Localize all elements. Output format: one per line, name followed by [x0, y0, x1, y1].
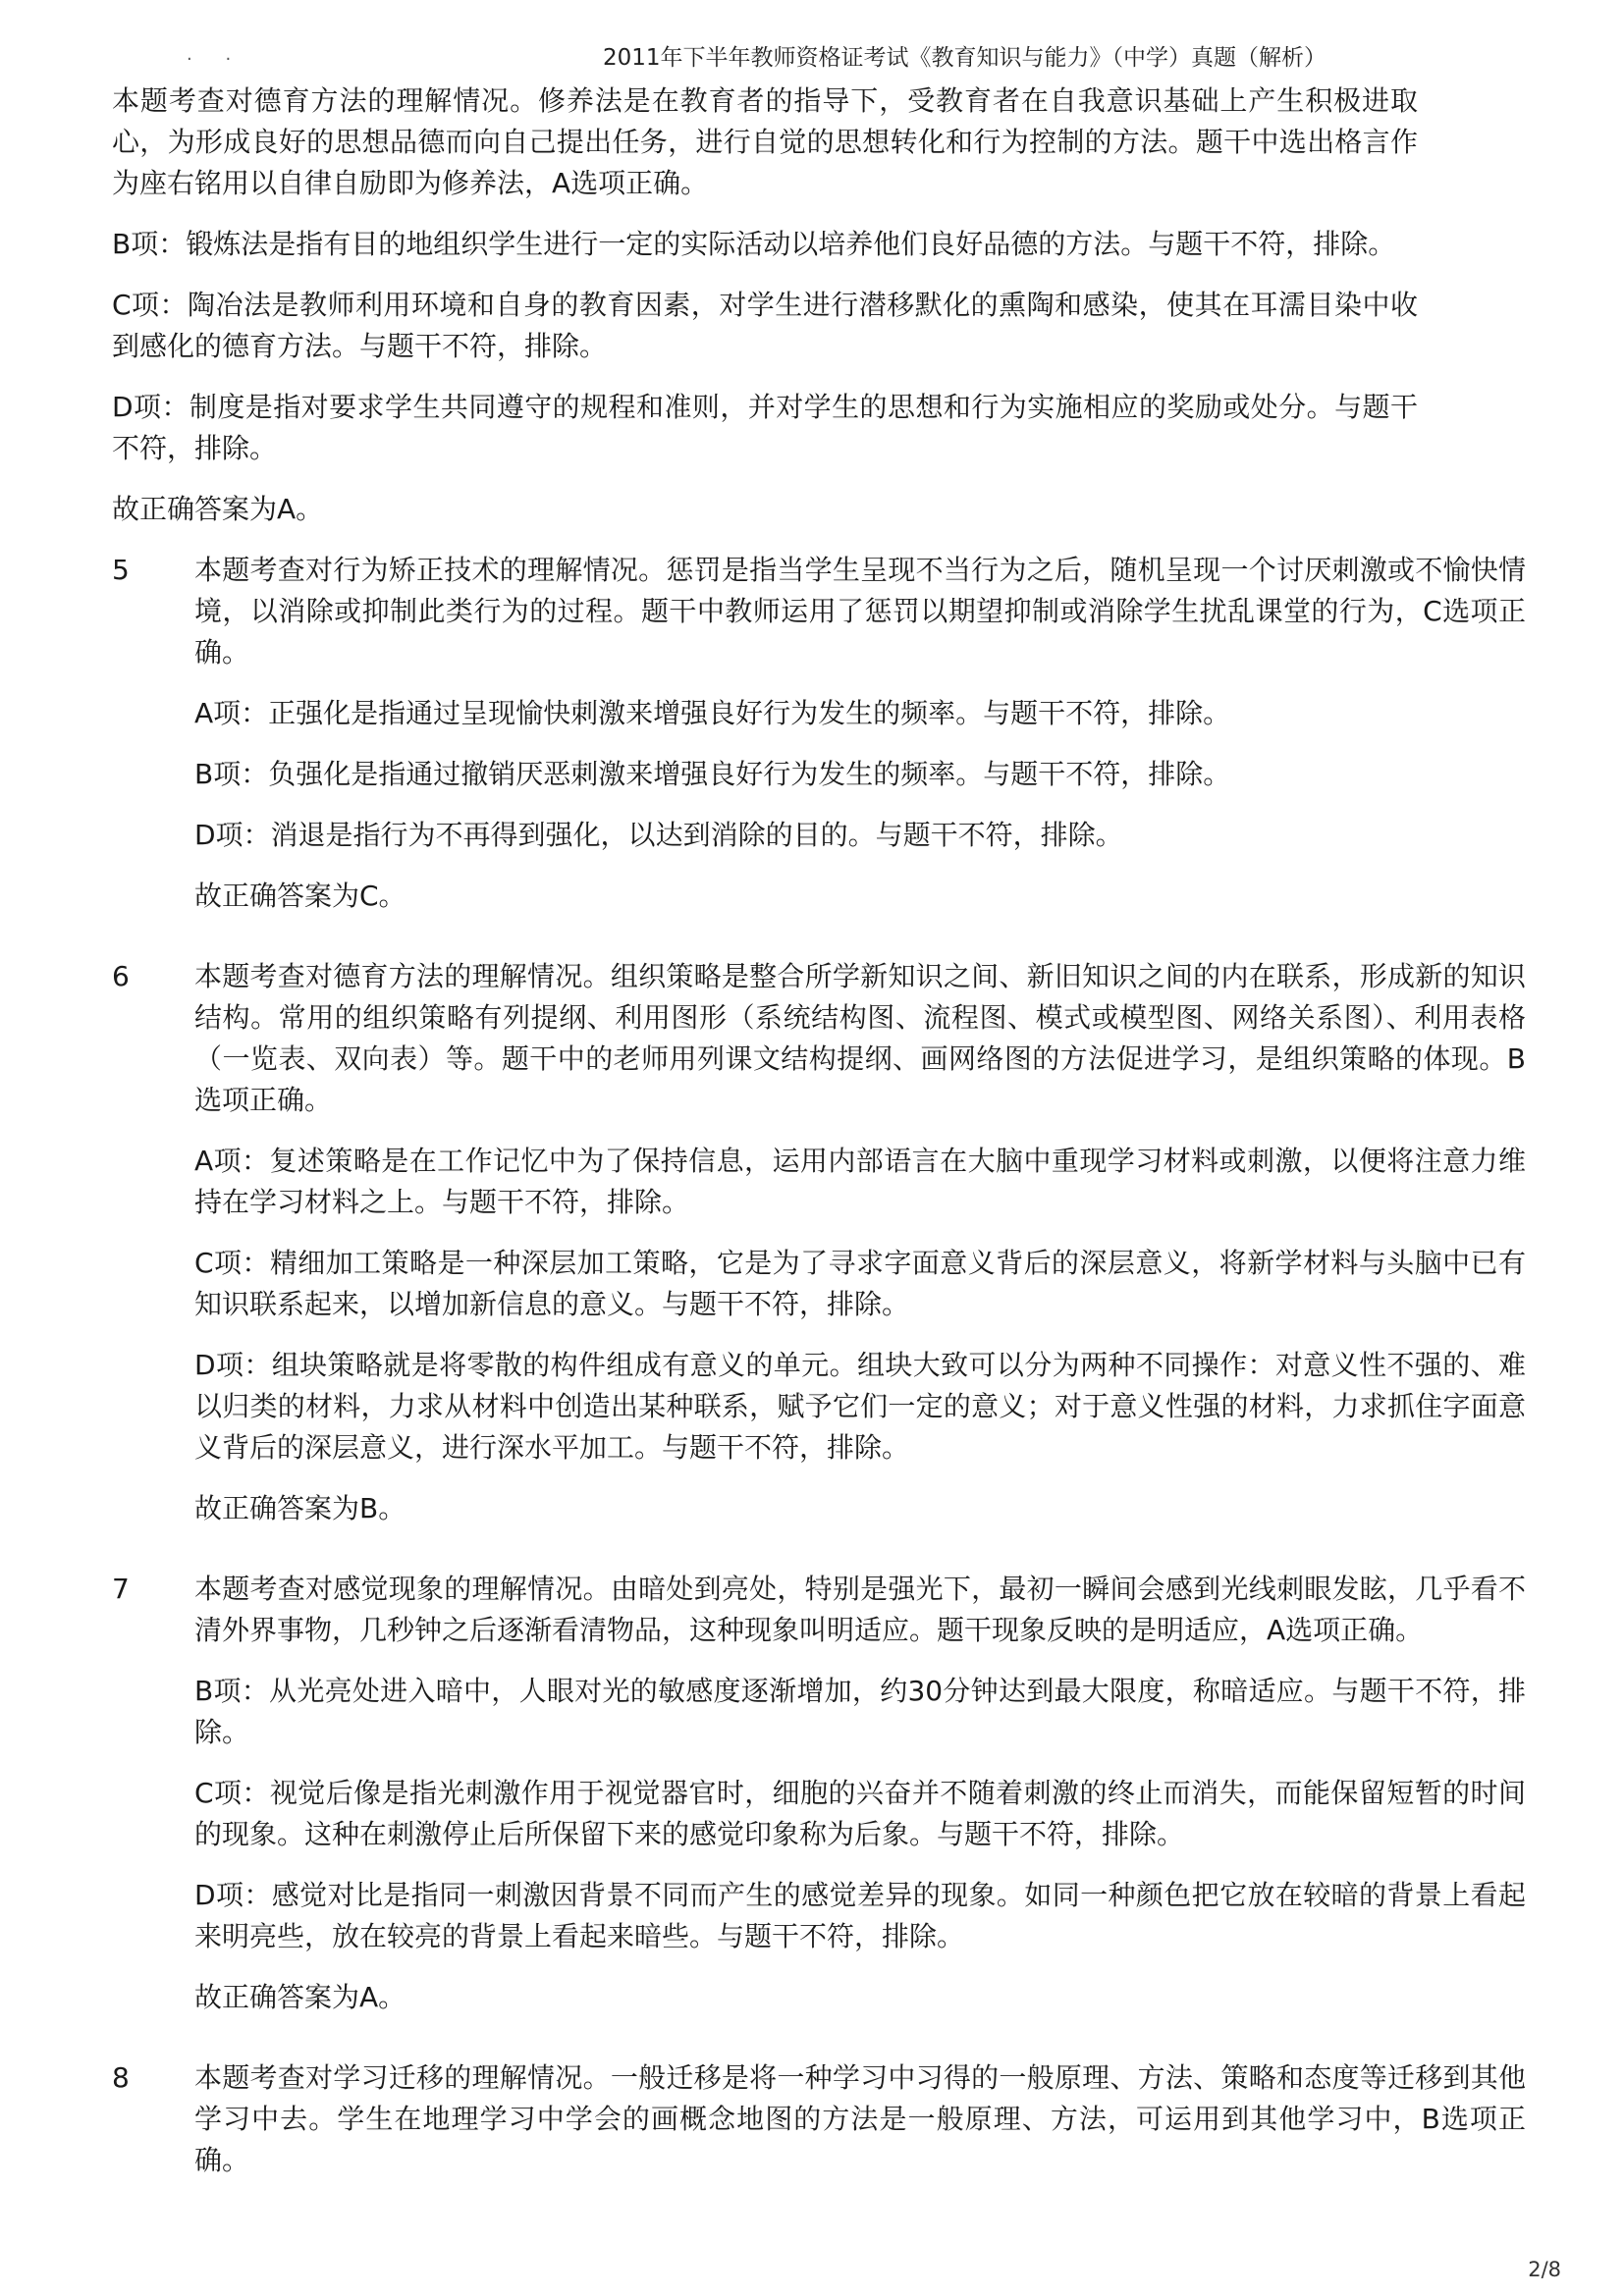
question-number: 7 — [112, 1573, 130, 1605]
page-header-title: 2011年下半年教师资格证考试《教育知识与能力》（中学）真题（解析） — [603, 45, 1327, 71]
question-number: 6 — [112, 960, 130, 992]
question-answer: 故正确答案为A。 — [194, 1981, 406, 2013]
question-item — [112, 550, 1526, 936]
question-body — [194, 1569, 1526, 2038]
question-paragraph: 本题考查对学习迁移的理解情况。一般迁移是将一种学习中习得的一般原理、方法、策略和态度等迁移到其他学习中去。学生在地理学习中学会的画概念地图的方法是一般原理、方法，可运用到其他学习中，B选项正确。 — [194, 2061, 1526, 2176]
question-paragraph: D项：感觉对比是指同一刺激因背景不同而产生的感觉差异的现象。如同一种颜色把它放在较暗的背景上看起来明亮些，放在较亮的背景上看起来暗些。与题干不符，排除。 — [194, 1879, 1526, 1952]
intro-paragraph: D项：制度是指对要求学生共同遵守的规程和准则，并对学生的思想和行为实施相应的奖励或处分。与题干不符，排除。 — [112, 391, 1418, 464]
header-mark: · · — [187, 49, 245, 70]
question-answer: 故正确答案为B。 — [194, 1492, 406, 1524]
question-paragraph: A项：复述策略是在工作记忆中为了保持信息，运用内部语言在大脑中重现学习材料或刺激，以便将注意力维持在学习材料之上。与题干不符，排除。 — [194, 1145, 1526, 1218]
question-body — [194, 2057, 1526, 2201]
question-answer: 故正确答案为C。 — [194, 880, 406, 912]
question-item — [112, 956, 1526, 1549]
question-item — [112, 1569, 1526, 2038]
question-paragraph: B项：负强化是指通过撤销厌恶刺激来增强良好行为发生的频率。与题干不符，排除。 — [194, 758, 1231, 790]
intro-paragraph: B项：锻炼法是指有目的地组织学生进行一定的实际活动以培养他们良好品德的方法。与题干不符，排除。 — [112, 228, 1396, 260]
question-body — [194, 956, 1526, 1549]
question-number: 5 — [112, 554, 130, 586]
question-paragraph: 本题考查对德育方法的理解情况。组织策略是整合所学新知识之间、新旧知识之间的内在联系，形成新的知识结构。常用的组织策略有列提纲、利用图形（系统结构图、流程图、模式或模型图、网络关系图）、利用表格（一览表、双向表）等。题干中的老师用列课文结构提纲、画网络图的方法促进学习，是组织策略的体现。B选项正确。 — [194, 960, 1526, 1116]
question-paragraph: 本题考查对感觉现象的理解情况。由暗处到亮处，特别是强光下，最初一瞬间会感到光线刺眼发眩，几乎看不清外界事物，几秒钟之后逐渐看清物品，这种现象叫明适应。题干现象反映的是明适应，A选项正确。 — [194, 1573, 1526, 1646]
question-paragraph: C项：精细加工策略是一种深层加工策略，它是为了寻求字面意义背后的深层意义，将新学材料与头脑中已有知识联系起来，以增加新信息的意义。与题干不符，排除。 — [194, 1247, 1526, 1320]
intro-answer: 故正确答案为A。 — [112, 493, 324, 525]
question-paragraph: D项：消退是指行为不再得到强化，以达到消除的目的。与题干不符，排除。 — [194, 819, 1123, 851]
page-number: 2/8 — [1528, 2258, 1561, 2281]
intro-paragraph: 本题考查对德育方法的理解情况。修养法是在教育者的指导下，受教育者在自我意识基础上产生积极进取心，为形成良好的思想品德而向自己提出任务，进行自觉的思想转化和行为控制的方法。题干中选出格言作为座右铭用以自律自励即为修养法，A选项正确。 — [112, 84, 1418, 199]
question-paragraph: 本题考查对行为矫正技术的理解情况。惩罚是指当学生呈现不当行为之后，随机呈现一个讨厌刺激或不愉快情境，以消除或抑制此类行为的过程。题干中教师运用了惩罚以期望抑制或消除学生扰乱课堂的行为，C选项正确。 — [194, 554, 1526, 668]
intro-paragraph: C项：陶冶法是教师利用环境和自身的教育因素，对学生进行潜移默化的熏陶和感染，使其在耳濡目染中收到感化的德育方法。与题干不符，排除。 — [112, 289, 1418, 362]
document-content — [112, 80, 1526, 2220]
question-paragraph: D项：组块策略就是将零散的构件组成有意义的单元。组块大致可以分为两种不同操作：对意义性不强的、难以归类的材料，力求从材料中创造出某种联系，赋予它们一定的意义；对于意义性强的材料，力求抓住字面意义背后的深层意义，进行深水平加工。与题干不符，排除。 — [194, 1349, 1526, 1464]
question-paragraph: C项：视觉后像是指光刺激作用于视觉器官时，细胞的兴奋并不随着刺激的终止而消失，而能保留短暂的时间的现象。这种在刺激停止后所保留下来的感觉印象称为后象。与题干不符，排除。 — [194, 1777, 1526, 1850]
question-paragraph: B项：从光亮处进入暗中，人眼对光的敏感度逐渐增加，约30分钟达到最大限度，称暗适应。与题干不符，排除。 — [194, 1675, 1526, 1748]
question-body — [194, 550, 1526, 936]
question-item — [112, 2057, 1526, 2201]
question-paragraph: A项：正强化是指通过呈现愉快刺激来增强良好行为发生的频率。与题干不符，排除。 — [194, 697, 1231, 729]
question-number: 8 — [112, 2061, 130, 2094]
